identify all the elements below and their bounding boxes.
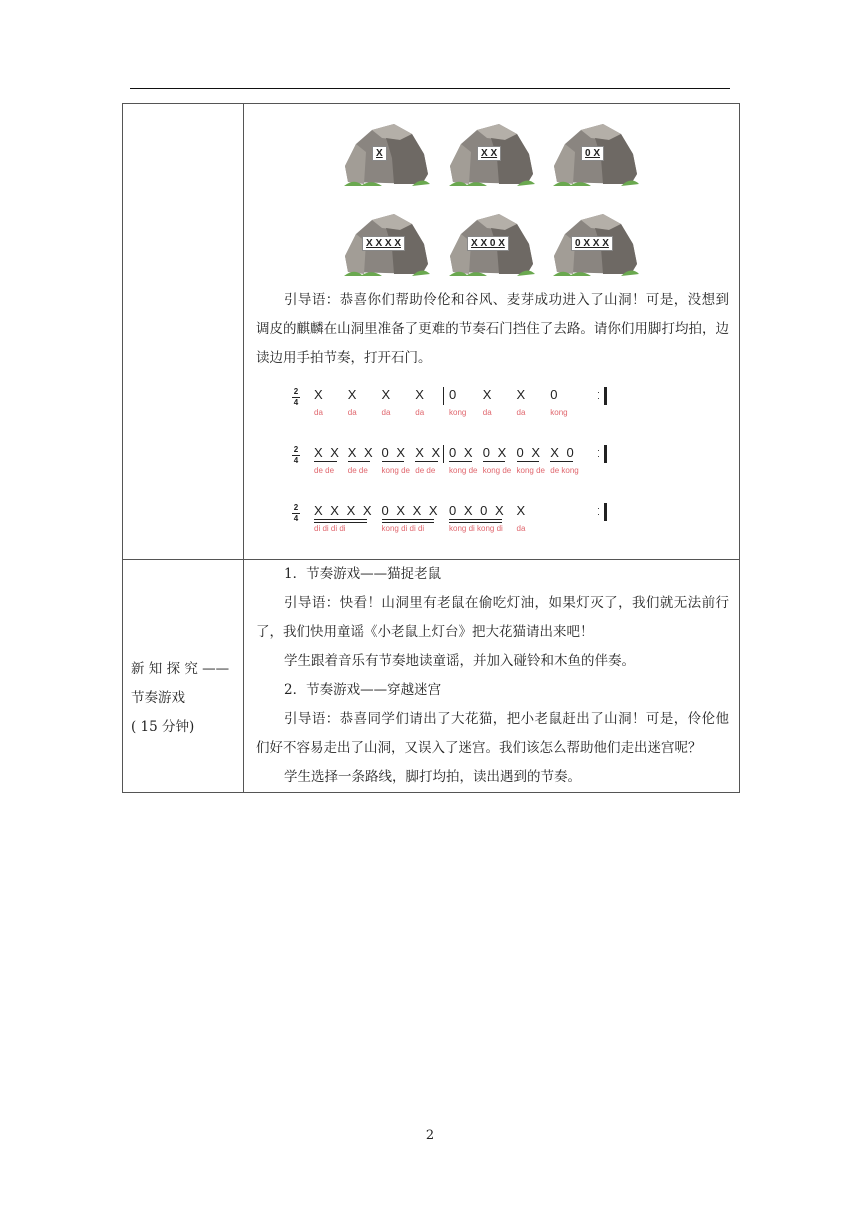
rhythm-syllable: kong de xyxy=(516,466,545,475)
rock-door xyxy=(342,208,432,280)
rhythm-syllable: de de xyxy=(347,466,368,475)
rhythm-label: 0 X xyxy=(581,146,604,161)
rhythm-syllable: da xyxy=(381,408,391,417)
paragraph: 引导语：恭喜同学们请出了大花猫，把小老鼠赶出了山洞！可是，伶伦他们好不容易走出了山洞，又误入了迷宫。我们该怎么帮助他们走出迷宫呢？ xyxy=(256,711,729,756)
time-signature xyxy=(292,446,300,465)
rhythm-note: X xyxy=(516,387,526,402)
paragraph: 学生选择一条路线，脚打均拍，读出遇到的节奏。 xyxy=(284,769,581,785)
paragraph: 2．节奏游戏——穿越迷宫 xyxy=(284,682,442,698)
section-content-cell xyxy=(244,560,740,793)
rock-door xyxy=(447,208,537,280)
rhythm-label: X xyxy=(372,146,387,161)
lesson-table xyxy=(122,103,740,793)
rhythm-note: 0 X xyxy=(516,445,543,460)
rhythm-note: 0 xyxy=(449,387,457,402)
final-barline xyxy=(604,445,607,463)
rhythm-syllable: da xyxy=(516,408,526,417)
table-row xyxy=(123,560,740,793)
rhythm-syllable: kong xyxy=(449,408,467,417)
rhythm-note: 0 X 0 X xyxy=(449,503,506,518)
time-signature-top: 2 xyxy=(293,387,299,396)
rhythm-note: X xyxy=(415,387,424,402)
rhythm-note: X X X X xyxy=(314,503,374,518)
rhythm-beam xyxy=(314,522,367,523)
rhythm-note: X X xyxy=(314,445,341,460)
final-barline xyxy=(604,503,607,521)
rhythm-note: X X xyxy=(415,445,443,460)
label-line: 节奏游戏 xyxy=(131,690,185,706)
repeat-sign: · · xyxy=(597,387,600,403)
time-signature-top: 2 xyxy=(293,445,299,454)
rhythm-note: X xyxy=(314,387,323,402)
section-label-cell xyxy=(123,560,244,793)
rhythm-note: X X xyxy=(347,445,375,460)
rhythm-syllable: da xyxy=(415,408,425,417)
rhythm-syllable: kong de xyxy=(381,466,410,475)
rhythm-label: 0 X X X xyxy=(571,236,613,251)
header-rule xyxy=(130,88,730,89)
paragraph: 学生跟着音乐有节奏地读童谣，并加入碰铃和木鱼的伴奏。 xyxy=(284,653,635,669)
rhythm-note: X 0 xyxy=(550,445,576,460)
rhythm-syllable: da xyxy=(516,524,526,533)
rhythm-beam xyxy=(382,522,435,523)
section-label-cell xyxy=(123,104,244,560)
rhythm-syllable: di di di di xyxy=(314,524,346,533)
rhythm-note: X xyxy=(516,503,526,518)
rock-door xyxy=(342,118,432,190)
rhythm-beam xyxy=(314,461,337,462)
rhythm-beam xyxy=(314,519,367,520)
rhythm-note: 0 X X X xyxy=(381,503,440,518)
rhythm-syllable: kong de xyxy=(482,466,512,475)
rhythm-syllable: kong di kong di xyxy=(449,524,503,533)
time-signature-bottom: 4 xyxy=(293,456,299,465)
repeat-sign: · · xyxy=(597,503,600,519)
rhythm-beam xyxy=(449,461,472,462)
rhythm-note: 0 X xyxy=(482,445,509,460)
rhythm-beam xyxy=(415,461,438,462)
rhythm-syllable: kong di di di xyxy=(381,524,425,533)
rhythm-beam xyxy=(382,519,435,520)
rhythm-syllable: de de xyxy=(415,466,436,475)
rhythm-line xyxy=(292,387,622,431)
rhythm-label: X X xyxy=(477,146,501,161)
rhythm-note: X xyxy=(381,387,391,402)
rhythm-note: 0 xyxy=(550,387,558,402)
time-signature xyxy=(292,388,300,407)
time-signature xyxy=(292,504,300,523)
label-line: ( 15 分钟) xyxy=(131,719,195,735)
table-row xyxy=(123,104,740,560)
paragraph: 1．节奏游戏——猫捉老鼠 xyxy=(284,566,442,582)
rhythm-line xyxy=(292,503,622,547)
barline xyxy=(443,387,444,405)
time-signature-bottom: 4 xyxy=(293,514,299,523)
final-barline xyxy=(604,387,607,405)
rhythm-beam xyxy=(382,461,405,462)
rhythm-beam xyxy=(550,461,573,462)
rhythm-syllable: da xyxy=(482,408,492,417)
rhythm-note: X xyxy=(482,387,492,402)
rhythm-beam xyxy=(449,522,502,523)
rhythm-syllable: kong de xyxy=(449,466,478,475)
page-number: 2 xyxy=(425,1128,435,1143)
barline xyxy=(443,445,444,463)
paragraph: 引导语：快看！山洞里有老鼠在偷吃灯油，如果灯灭了，我们就无法前行了，我们快用童谣《小老鼠上灯台》把大花猫请出来吧！ xyxy=(256,595,729,640)
rock-icon xyxy=(342,118,432,190)
guide-paragraph: 引导语：恭喜你们帮助伶伦和谷风、麦芽成功进入了山洞！可是，没想到调皮的麒麟在山洞里准备了更难的节奏石门挡住了去路。请你们用脚打均拍，边读边用手拍节奏，打开石门。 xyxy=(256,292,729,366)
time-signature-top: 2 xyxy=(293,503,299,512)
rock-door-illustrations xyxy=(244,104,739,284)
rhythm-syllable: de de xyxy=(314,466,335,475)
rhythm-note: X xyxy=(347,387,357,402)
rhythm-syllable: da xyxy=(347,408,357,417)
rock-door xyxy=(551,208,641,280)
rhythm-line xyxy=(292,445,622,489)
rhythm-label: X X 0 X xyxy=(467,236,509,251)
rhythm-note: 0 X xyxy=(449,445,475,460)
rhythm-beam xyxy=(483,461,506,462)
rock-door xyxy=(447,118,537,190)
label-line: 新 知 探 究 —— xyxy=(131,661,230,677)
rhythm-syllable: de kong xyxy=(550,466,579,475)
rhythm-syllable: kong xyxy=(550,408,568,417)
rock-door xyxy=(551,118,641,190)
section-label xyxy=(131,655,237,742)
rhythm-beam xyxy=(517,461,540,462)
time-signature-bottom: 4 xyxy=(293,398,299,407)
rhythm-syllable: da xyxy=(314,408,323,417)
rhythm-beam xyxy=(449,519,502,520)
rhythm-beam xyxy=(348,461,371,462)
section-content-cell xyxy=(244,104,740,560)
rhythm-note: 0 X xyxy=(381,445,408,460)
rhythm-label: X X X X xyxy=(362,236,405,251)
repeat-sign: · · xyxy=(597,445,600,461)
rhythm-notation xyxy=(244,379,739,559)
